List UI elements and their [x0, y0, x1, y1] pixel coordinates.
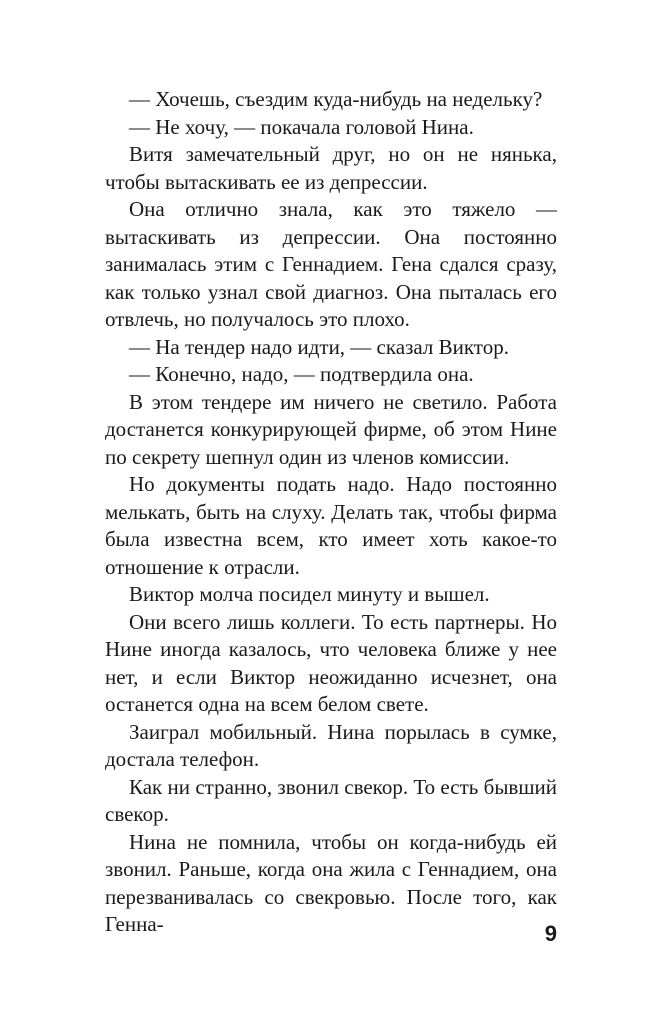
- paragraph: Как ни странно, звонил свекор. То есть бывший свекор.: [105, 774, 557, 826]
- paragraph: — Конечно, надо, — подтвердила она.: [129, 362, 474, 386]
- paragraph: Она отлично знала, как это тяжело — вытаскивать из депрессии. Она постоянно занималась этим с Геннадием. Гена сдался сразу, как только узнал свой диагноз. Она пыталась его отвлечь, но получалось это плохо.: [105, 197, 557, 331]
- body-text: [105, 86, 557, 939]
- paragraph: — Не хочу, — покачала головой Нина.: [129, 114, 474, 139]
- paragraph: Нина не помнила, чтобы он когда-нибудь ей звонил. Раньше, когда она жила с Геннадием, она перезванивалась со свекровью. После того, как Генна-: [105, 829, 557, 936]
- paragraph: Заиграл мобильный. Нина порылась в сумке, достала телефон.: [105, 719, 557, 771]
- paragraph: Витя замечательный друг, но он не нянька, чтобы вытаскивать ее из депрессии.: [105, 142, 557, 194]
- paragraph: Но документы подать надо. Надо постоянно мелькать, быть на слуху. Делать так, чтобы фирма была известна всем, кто имеет хоть какое-то отношение к отрасли.: [105, 472, 557, 579]
- paragraph: Виктор молча посидел минуту и вышел.: [129, 582, 490, 606]
- paragraph: — На тендер надо идти, — сказал Виктор.: [129, 334, 509, 359]
- page-number: 9: [544, 921, 557, 946]
- paragraph: — Хочешь, съездим куда-нибудь на недельку?: [129, 87, 543, 111]
- paragraph: В этом тендере им ничего не светило. Работа достанется конкурирующей фирме, об этом Нине по секрету шепнул один из членов комиссии.: [105, 389, 557, 469]
- paragraph: Они всего лишь коллеги. То есть партнеры. Но Нине иногда казалось, что человека ближе у нее нет, и если Виктор неожиданно исчезнет, она останется одна на всем белом свете.: [105, 609, 557, 716]
